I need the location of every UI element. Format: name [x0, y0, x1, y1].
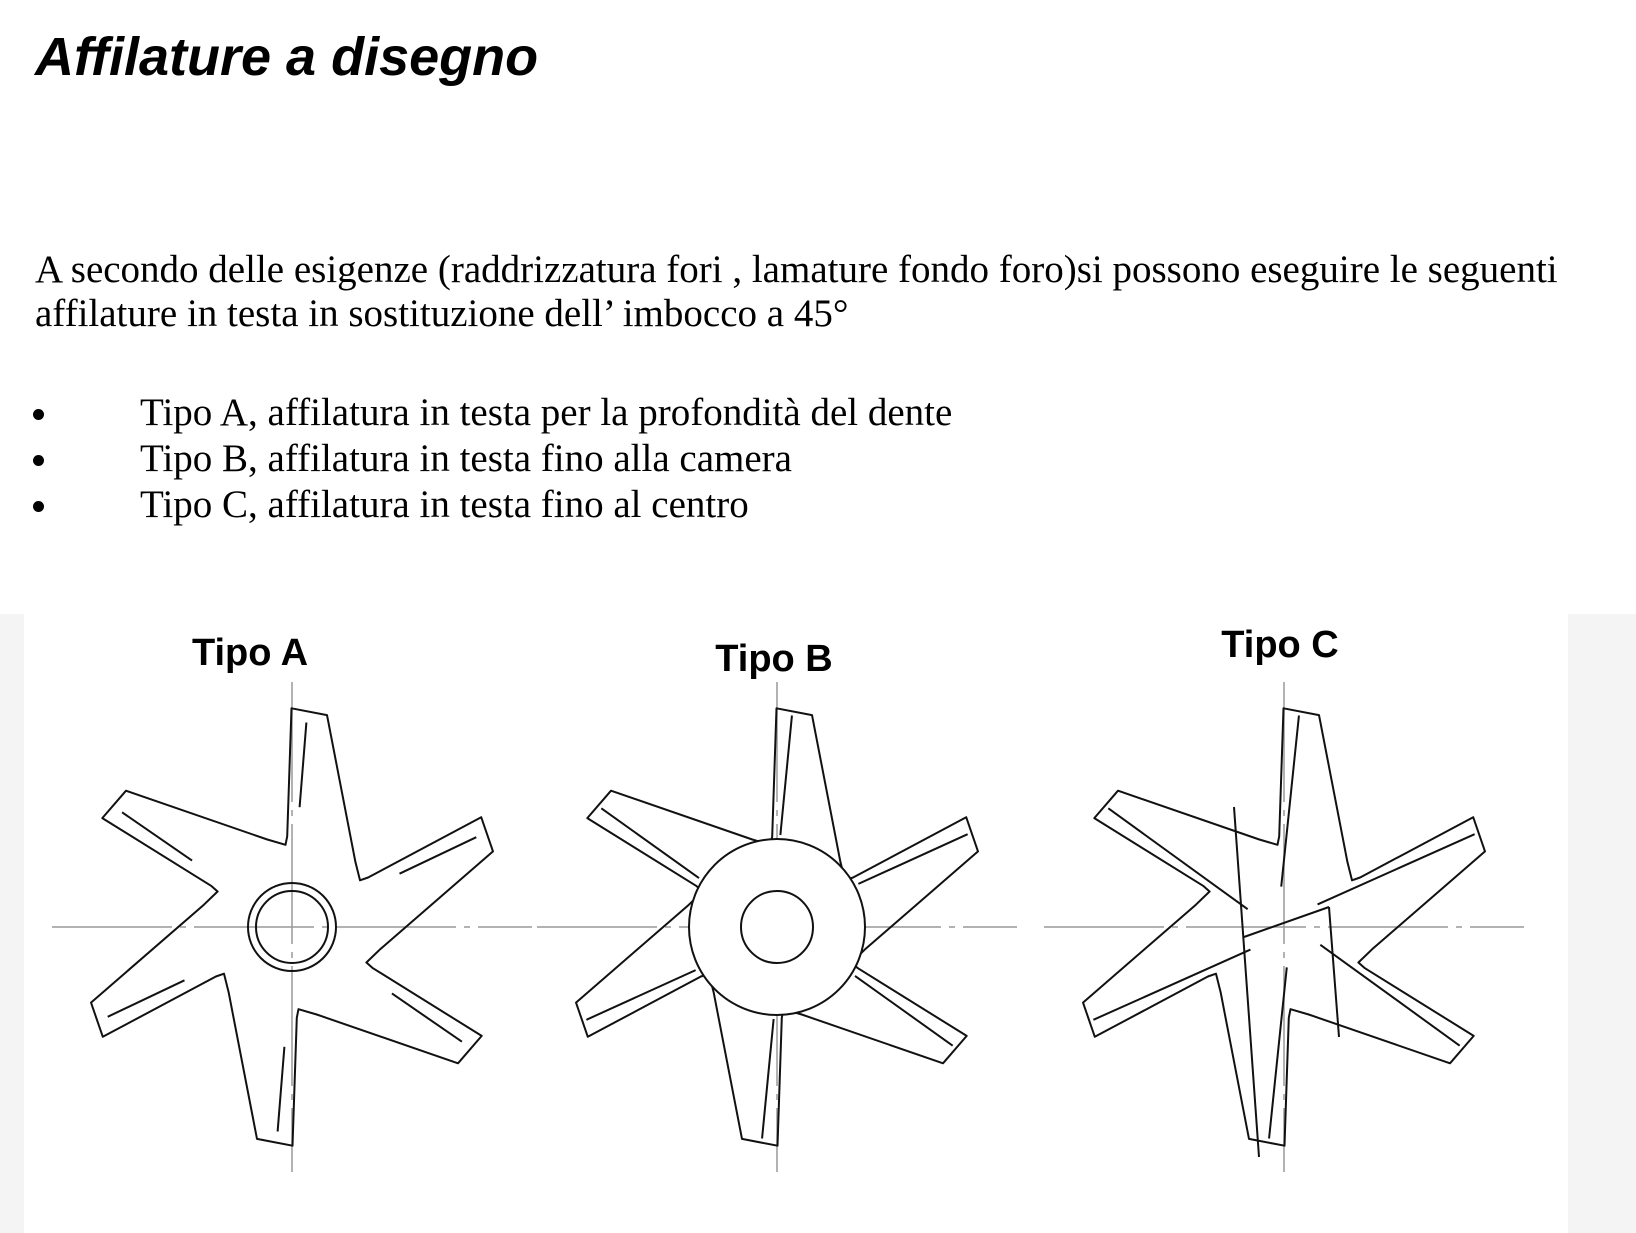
cutter-tipo-b-drawing — [536, 614, 1032, 1233]
web-line — [1234, 807, 1259, 1157]
figures-area — [0, 614, 1636, 1233]
tooth-facet-line — [1108, 808, 1247, 909]
page-title: Affilature a disegno — [35, 27, 539, 87]
list-item-text: Tipo C, affilatura in testa fino al centro — [140, 483, 749, 526]
tooth-facet-line — [300, 722, 307, 807]
tooth-facet-line — [858, 834, 967, 884]
figure-tipo-a — [24, 614, 536, 1233]
type-list — [0, 390, 952, 528]
figure-label-c: Tipo C — [1221, 624, 1339, 666]
tooth-facet-line — [278, 1047, 285, 1132]
list-item-text: Tipo A, affilatura in testa per la profondità del dente — [140, 391, 953, 434]
tooth-facet-line — [780, 716, 792, 835]
figure-tipo-c — [1032, 614, 1568, 1233]
cutter-tipo-c-drawing — [1032, 614, 1568, 1233]
tooth-facet-line — [1320, 945, 1459, 1046]
bullet-icon — [33, 409, 44, 420]
figure-tipo-b — [536, 614, 1032, 1233]
bullet-icon — [33, 501, 44, 512]
list-item — [0, 390, 952, 436]
list-item — [0, 482, 952, 528]
list-item-text: Tipo B, affilatura in testa fino alla camera — [140, 437, 792, 480]
figure-label-b: Tipo B — [715, 638, 833, 680]
tooth-facet-line — [855, 976, 953, 1046]
tooth-facet-line — [586, 970, 695, 1020]
tooth-facet-line — [762, 1019, 774, 1138]
web-line — [1244, 907, 1329, 937]
chamber-circle — [689, 839, 865, 1015]
list-item — [0, 436, 952, 482]
tooth-facet-line — [601, 808, 699, 878]
bullet-icon — [33, 455, 44, 466]
figure-label-a: Tipo A — [191, 632, 309, 674]
cutter-tipo-a-drawing — [24, 614, 536, 1233]
tooth-facet-line — [1318, 834, 1475, 904]
tooth-facet-line — [1093, 950, 1250, 1020]
intro-paragraph: A secondo delle esigenze (raddrizzatura fori , lamature fondo foro)si possono eseguire le seguenti affilature in testa in sostituzione dell’ imbocco a 45° — [35, 248, 1558, 335]
